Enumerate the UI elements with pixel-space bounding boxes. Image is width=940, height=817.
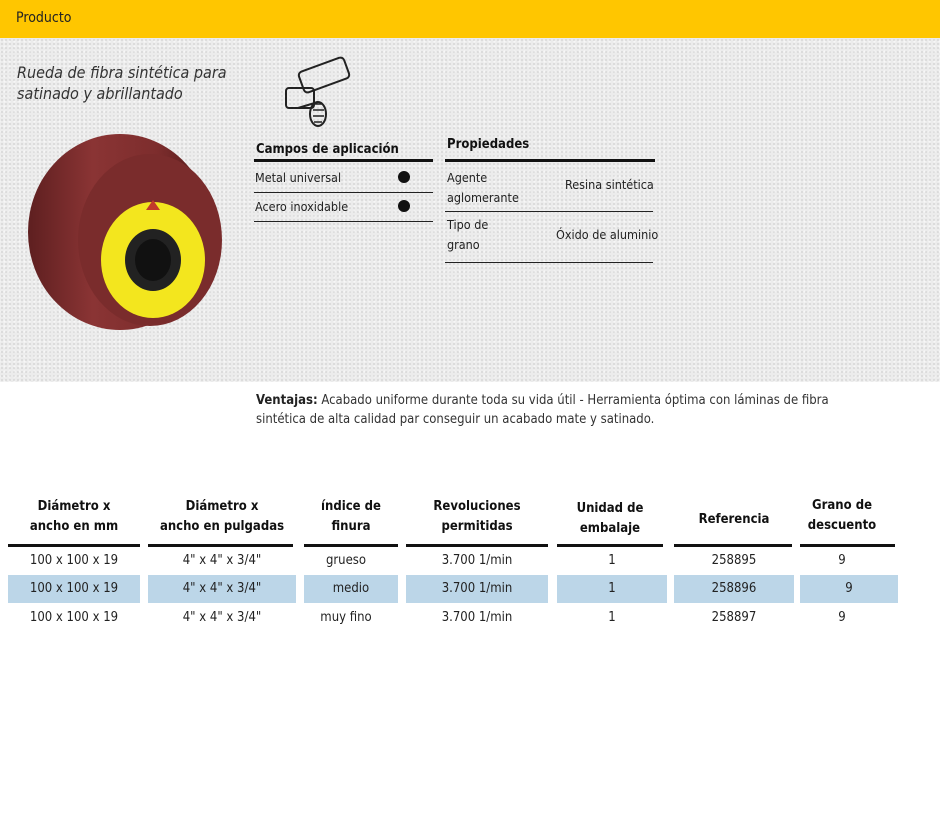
- advantages-text: Ventajas: Acabado uniforme durante toda su vida útil - Herramienta óptima con láminas de fibra sintética de alta calidad par conseguir un acabado mate y satinado.: [256, 393, 829, 427]
- property-value: Resina sintética: [565, 177, 654, 192]
- divider: [445, 159, 655, 162]
- divider: [254, 192, 433, 193]
- filled-circle-icon: [398, 200, 410, 212]
- column-header: Grano de descuento: [807, 498, 877, 533]
- property-value: Óxido de aluminio: [556, 227, 659, 242]
- property-label: Agente aglomerante: [447, 170, 519, 205]
- property-label: Tipo de grano: [447, 217, 489, 252]
- divider: [254, 159, 433, 162]
- column-header: Diámetro x ancho en mm: [29, 499, 119, 534]
- product-title: Rueda de fibra sintética para satinado y abrillantado: [17, 63, 227, 103]
- applications-heading: Campos de aplicación: [256, 142, 399, 157]
- abrasive-wheel-image: [25, 122, 230, 332]
- divider: [445, 262, 653, 263]
- column-header: índice de finura: [321, 499, 381, 534]
- satinado-machine-icon: [278, 56, 358, 131]
- divider: [254, 221, 433, 222]
- top-bar: [0, 0, 940, 38]
- properties-heading: Propiedades: [447, 137, 530, 152]
- column-header: Referencia: [698, 512, 770, 527]
- filled-circle-icon: [398, 171, 410, 183]
- column-header: Diámetro x ancho en pulgadas: [159, 499, 285, 534]
- column-header: Unidad de embalaje: [576, 501, 644, 536]
- divider: [445, 211, 653, 212]
- column-header: Revoluciones permitidas: [433, 499, 521, 534]
- header-title: Producto: [16, 10, 72, 26]
- application-item: Acero inoxidable: [255, 199, 349, 214]
- application-item: Metal universal: [255, 170, 342, 185]
